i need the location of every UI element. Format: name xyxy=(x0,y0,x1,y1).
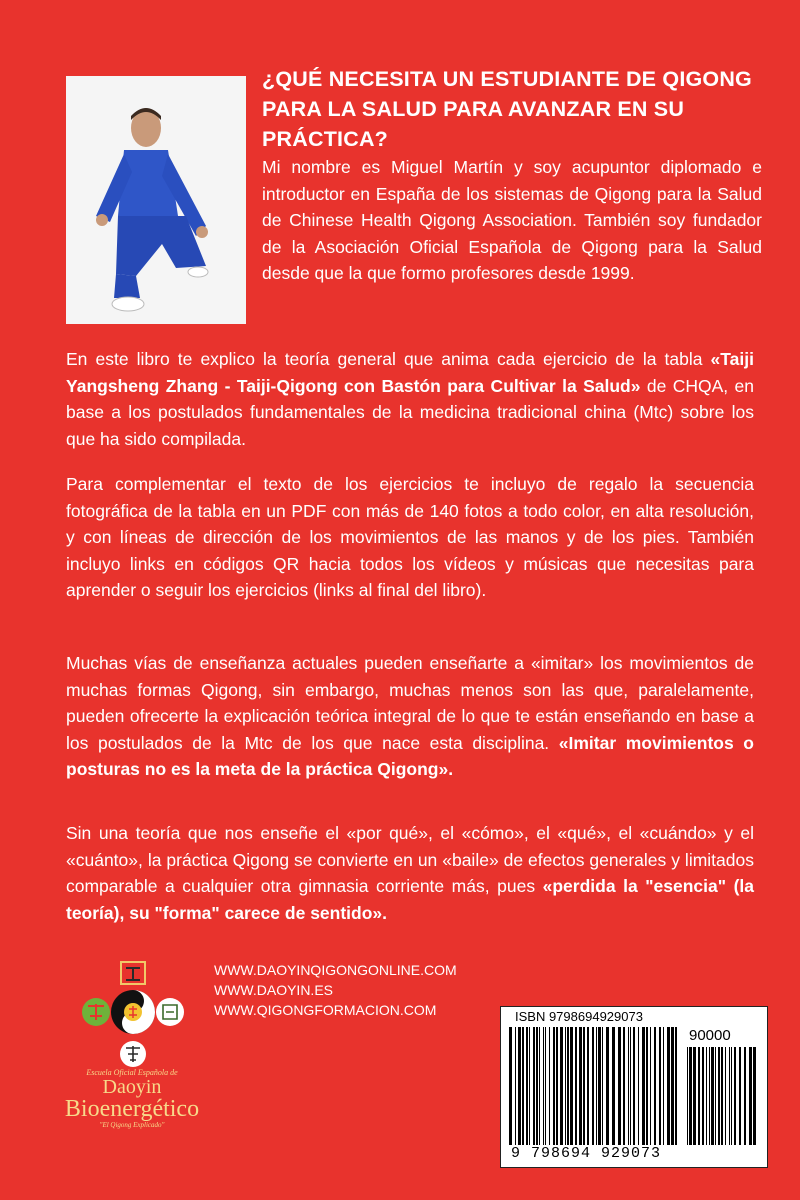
isbn-label: ISBN 9798694929073 xyxy=(515,1009,643,1024)
barcode-addon-bars xyxy=(687,1047,757,1145)
school-name xyxy=(62,1068,202,1129)
logo-line-3: Bioenergético xyxy=(64,1096,200,1122)
p3-text-a: Muchas vías de enseñanza actuales pueden enseñarte a «imitar» los movimientos de muchas formas Qigong, sin embargo, muchas menos son las que, paralelamente, pueden ofrecerte la explicación teórica integral de lo que te están enseñando en base a los postulados de la Mtc de los que nace esta disciplina. xyxy=(66,653,754,753)
link-daoyinqigongonline[interactable]: WWW.DAOYINQIGONGONLINE.COM xyxy=(214,962,457,978)
p4-text-a: Sin una teoría que nos enseñe el «por qué», el «cómo», el «qué», el «cuándo» y el «cuánto», la práctica Qigong se convierte en un «baile» de efectos generales y limitados comparable a cualquier otra gimnasia corriente más, pues xyxy=(66,823,754,896)
p1-text-a: En este libro te explico la teoría general que anima cada ejercicio de la tabla xyxy=(66,349,711,369)
author-intro: Mi nombre es Miguel Martín y soy acupuntor diplomado e introductor en España de los sistemas de Qigong para la Salud de Chinese Health Qigong Association. También soy fundador de la Asociación Oficial Española de Qigong para la Salud desde que la que formo profesores desde 1999. xyxy=(262,157,762,283)
barcode-main-bars xyxy=(509,1027,679,1145)
yin-yang-icon xyxy=(111,990,155,1034)
paragraph-bonus-material: Para complementar el texto de los ejercicios te incluyo de regalo la secuencia fotográfica de la tabla en un PDF con más de 140 fotos a todo color, en alta resolución, y con líneas de dirección de los movimientos de las manos y de los pies. También incluyo links en códigos QR hacia todos los vídeos y músicas que necesitas para aprender o seguir los ejercicios (links al final del libro). xyxy=(66,474,754,600)
paragraph-theory-essence xyxy=(66,820,754,926)
p3-emphasis: «Imitar movimientos o posturas no es la meta de la práctica Qigong». xyxy=(66,732,754,779)
price-code: 90000 xyxy=(689,1027,731,1044)
paragraph-teaching xyxy=(66,650,754,783)
logo-tagline: "El Qigong Explicado" xyxy=(99,1121,165,1129)
p4-emphasis: «perdida la "esencia" (la teoría), su "forma" carece de sentido». xyxy=(66,876,754,923)
isbn-digits: 9 798694 929073 xyxy=(511,1145,662,1162)
link-daoyin[interactable]: WWW.DAOYIN.ES xyxy=(214,982,333,998)
logo-line-2: Daoyin xyxy=(102,1076,162,1098)
website-links xyxy=(214,960,457,1020)
p1-text-c: de CHQA, en base a los postulados fundamentales de la medicina tradicional china (Mtc) sobre los que ha sido compilada. xyxy=(66,375,754,449)
isbn-barcode-box xyxy=(500,1006,768,1168)
logo-line-1: Escuela Oficial Española de xyxy=(86,1068,178,1077)
paragraph-book-theory xyxy=(66,346,754,452)
p1-book-title: «Taiji Yangsheng Zhang - Taiji-Qigong con Bastón para Cultivar la Salud» xyxy=(66,349,754,396)
section-heading: ¿QUÉ NECESITA UN ESTUDIANTE DE QIGONG PARA LA SALUD PARA AVANZAR EN SU PRÁCTICA? xyxy=(262,67,752,151)
link-qigongformacion[interactable]: WWW.QIGONGFORMACION.COM xyxy=(214,1002,437,1018)
author-photo xyxy=(66,76,246,324)
